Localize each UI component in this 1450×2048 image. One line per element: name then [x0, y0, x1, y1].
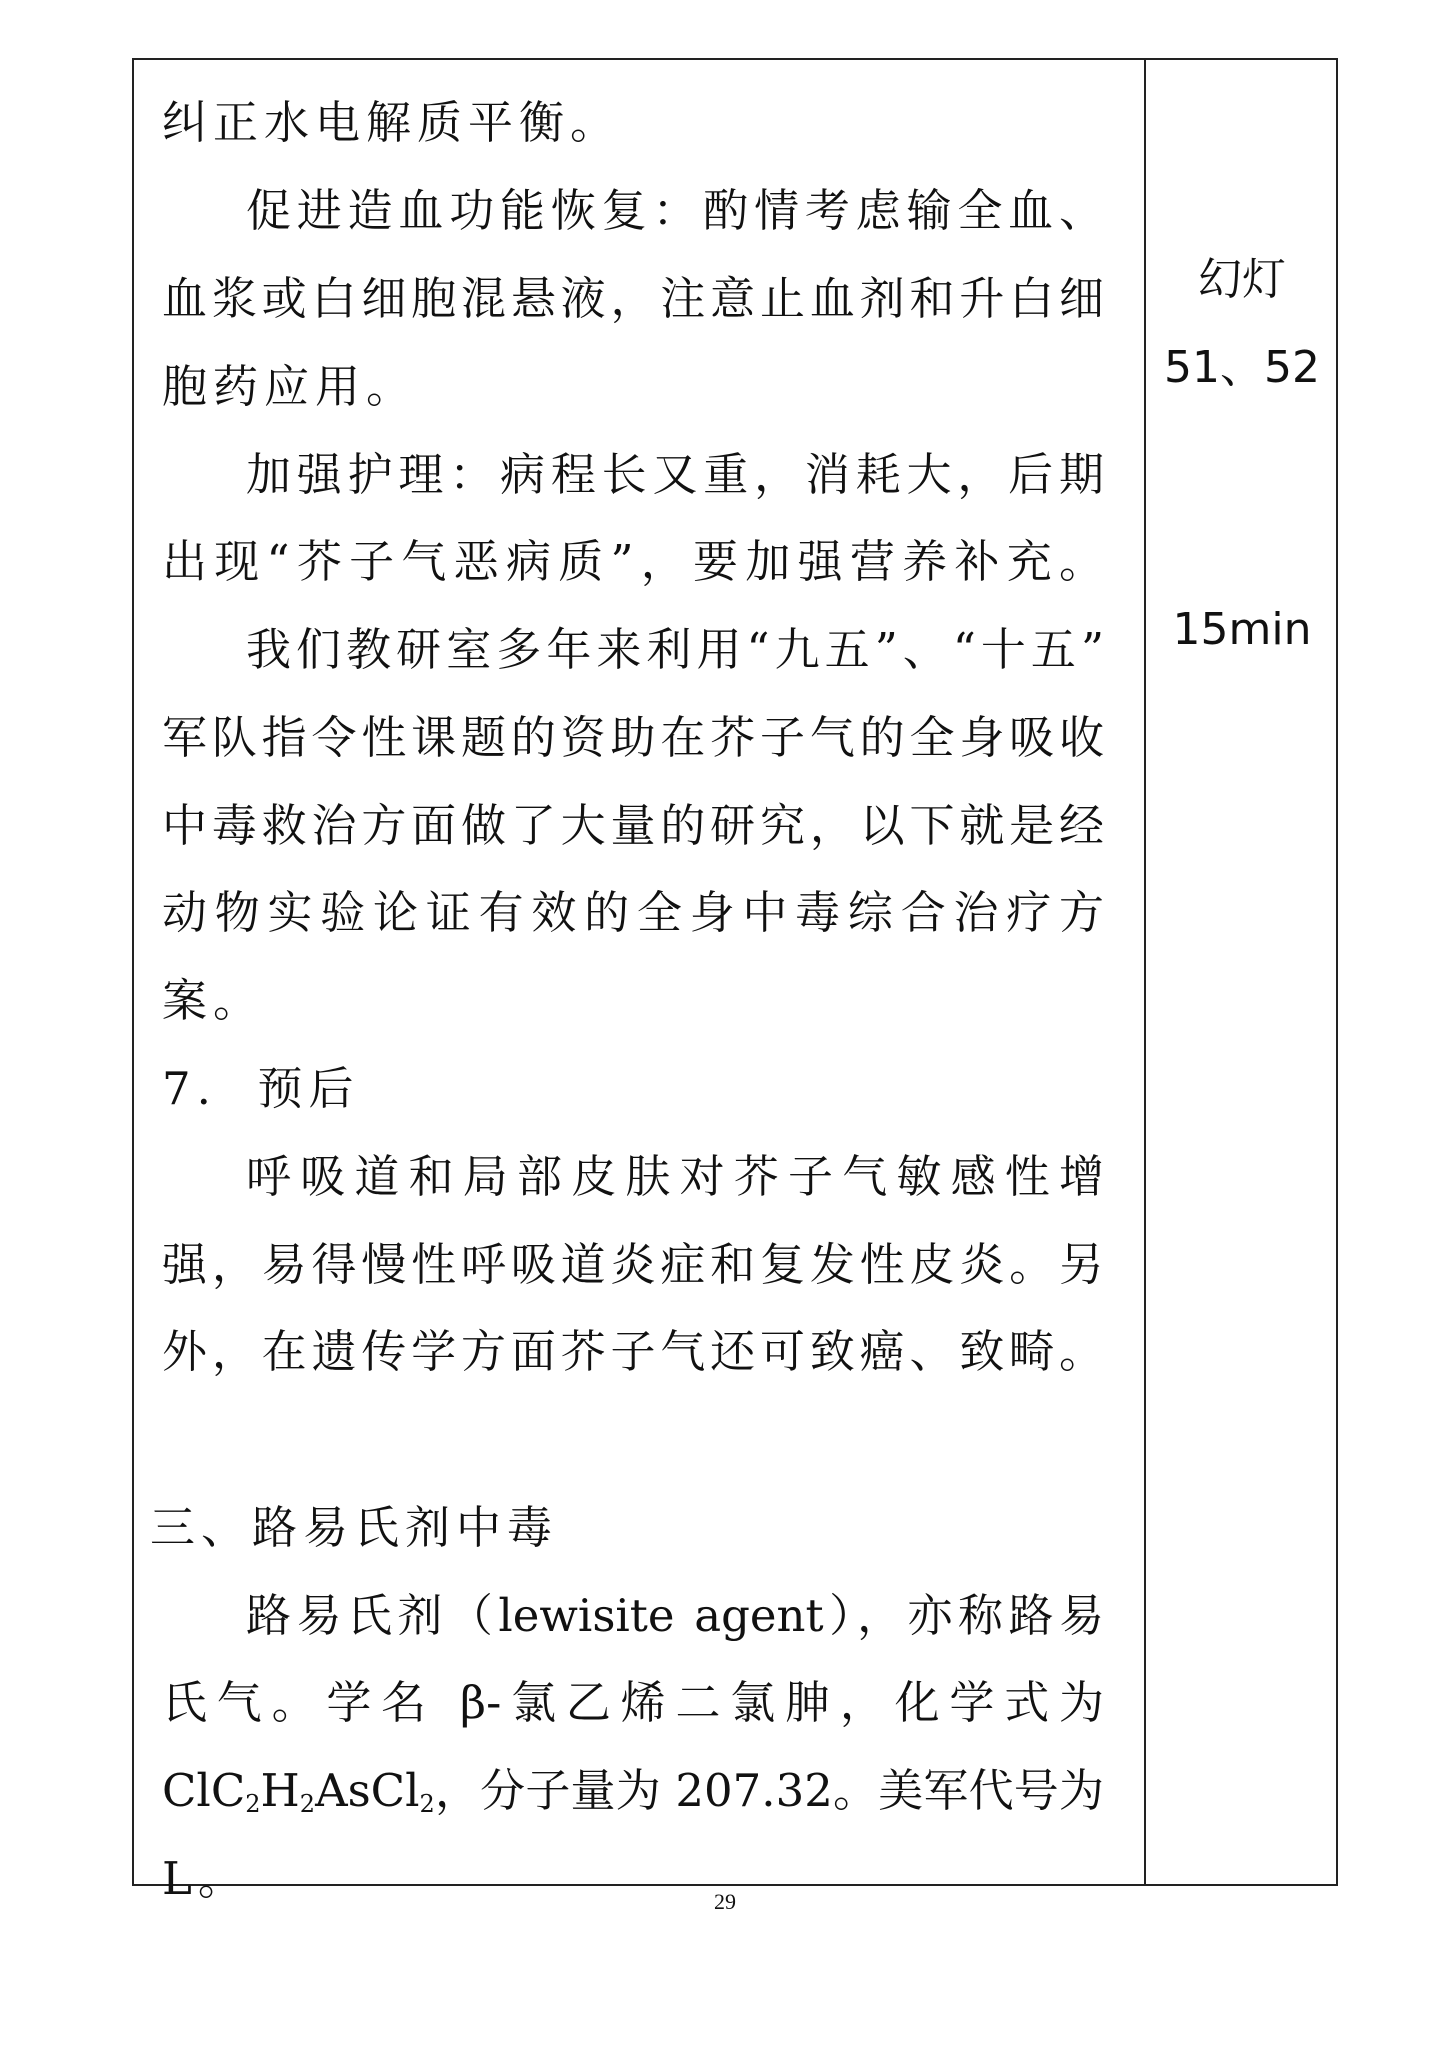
text-line: 促进造血功能恢复：酌情考虑输全血、 [246, 184, 1104, 237]
section-heading: 三、路易氏剂中毒 [150, 1501, 559, 1554]
formula-part: H [260, 1764, 300, 1817]
column-divider [1144, 60, 1146, 1884]
text-line: 外，在遗传学方面芥子气还可致癌、致畸。 [162, 1325, 1104, 1378]
formula-part: AsCl [315, 1764, 420, 1817]
text-line: 强，易得慢性呼吸道炎症和复发性皮炎。另 [162, 1238, 1104, 1291]
text-line: 动物实验论证有效的全身中毒综合治疗方 [162, 886, 1104, 939]
text-line: 胞药应用。 [162, 360, 418, 413]
text-line: 我们教研室多年来利用“九五”、“十五” [246, 623, 1104, 676]
text-line: 纠正水电解质平衡。 [162, 96, 622, 149]
text-line: 出现“芥子气恶病质”，要加强营养补充。 [162, 535, 1104, 588]
formula-subscript: 2 [245, 1790, 261, 1818]
text-line: 案。 [162, 974, 265, 1027]
duration: 15min [1172, 604, 1312, 655]
text-line: 呼吸道和局部皮肤对芥子气敏感性增 [246, 1150, 1104, 1203]
slide-label: 幻灯 [1198, 254, 1286, 305]
text-line: 中毒救治方面做了大量的研究，以下就是经 [162, 799, 1104, 852]
formula-subscript: 2 [419, 1790, 435, 1818]
formula-line [162, 1764, 1104, 1818]
slide-numbers: 51、52 [1164, 342, 1320, 393]
text-line: 路易氏剂（lewisite agent），亦称路易 [246, 1589, 1104, 1642]
formula-rest: ，分子量为 207.32。美军代号为 [434, 1764, 1104, 1817]
page-number: 29 [714, 1889, 736, 1914]
formula-subscript: 2 [299, 1790, 316, 1818]
text-line: 血浆或白细胞混悬液，注意止血剂和升白细 [162, 272, 1104, 325]
text-line: 加强护理：病程长又重，消耗大，后期 [246, 448, 1104, 501]
text-line: 氏气。学名 β-氯乙烯二氯胂，化学式为 [162, 1676, 1104, 1729]
formula-part: ClC [162, 1764, 246, 1817]
text-line: 军队指令性课题的资助在芥子气的全身吸收 [162, 711, 1104, 764]
text-line: L。 [162, 1852, 249, 1905]
section-heading: 7. 预后 [162, 1062, 360, 1115]
